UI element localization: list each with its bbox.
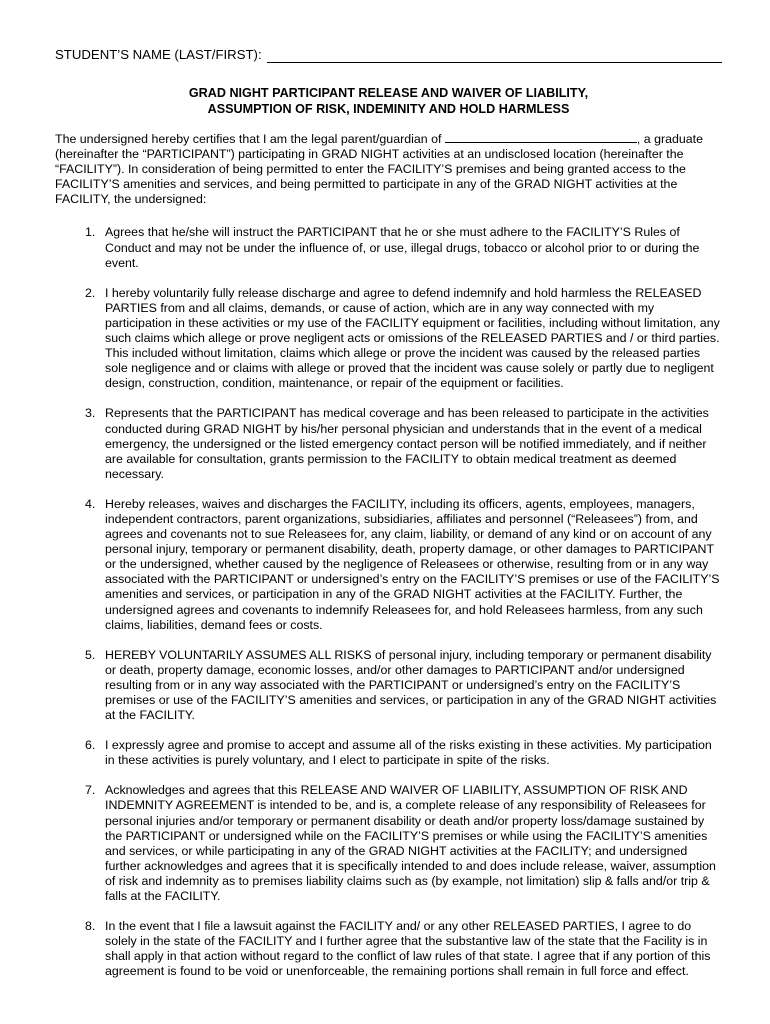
document-title-line-2: ASSUMPTION OF RISK, INDEMINITY AND HOLD HARMLESS	[207, 102, 570, 116]
list-item-number: 4.	[85, 496, 96, 511]
list-item-text: Agrees that he/she will instruct the PARTICIPANT that he or she must adhere to the FACILITY’S Rules of Conduct and may not be under the influence of, or use, illegal drugs, tobacco or alcohol prior to or during the event.	[105, 225, 700, 270]
list-item-number: 8.	[85, 919, 96, 934]
list-item	[55, 497, 722, 633]
intro-text-part-1: The undersigned hereby certifies that I am the legal parent/guardian of	[55, 132, 445, 146]
intro-paragraph	[55, 131, 722, 207]
list-item-number: 1.	[85, 225, 96, 240]
student-name-row	[55, 47, 722, 63]
terms-list	[55, 225, 722, 979]
list-item-text: Acknowledges and agrees that this RELEASE AND WAIVER OF LIABILITY, ASSUMPTION OF RISK AND INDEMNITY AGREEMENT is intended to be, and is, a complete release of any responsibility of Releasees for personal injuries and/or temporary or permanent disability or death and/or property loss/damage sustained by the PARTICIPANT or undersigned while on the FACILITY’S premises or while using the FACILITY’S amenities and services, or while participating in any of the GRAD NIGHT activities at the FACILITY; and undersigned further acknowledges and agrees that it is specifically intended to and does include release, waiver, assumption of risk and indemnity as to premises liability claims such as (by example, not limitation) slip & falls and/or trip & falls at the FACILITY.	[105, 783, 716, 904]
list-item	[55, 406, 722, 481]
list-item-number: 6.	[85, 738, 96, 753]
list-item-text: I expressly agree and promise to accept and assume all of the risks existing in these activities. My participation in these activities is purely voluntary, and I elect to participate in spite of the risks.	[105, 738, 712, 768]
participant-name-blank-line[interactable]	[445, 131, 637, 143]
list-item-number: 2.	[85, 285, 96, 300]
list-item	[55, 648, 722, 723]
document-title-line-1: GRAD NIGHT PARTICIPANT RELEASE AND WAIVER OF LIABILITY,	[188, 86, 589, 100]
student-name-blank-line[interactable]	[267, 49, 722, 63]
list-item-text: HEREBY VOLUNTARILY ASSUMES ALL RISKS of personal injury, including temporary or permanent disability or death, property damage, economic losses, and/or other damages to PARTICIPANT and/or undersigned resulting from or in any way associated with the PARTICIPANT or undersigned’s entry on the FACILITY’S premises or use of the FACILITY’S amenities and services, or participation in any of the GRAD NIGHT activities at the FACILITY.	[105, 647, 717, 723]
list-item-text: Represents that the PARTICIPANT has medical coverage and has been released to participate in the activities conducted during GRAD NIGHT by his/her personal physician and understands that in the event of a medical emergency, the undersigned or the listed emergency contact person will be notified immediately, and if neither are available for consultation, grants permission to the FACILITY to obtain medical treatment as deemed necessary.	[105, 406, 709, 481]
list-item-number: 3.	[85, 406, 96, 421]
list-item	[55, 738, 722, 768]
student-name-label: STUDENT’S NAME (LAST/FIRST):	[55, 47, 262, 62]
list-item-text: In the event that I file a lawsuit against the FACILITY and/ or any other RELEASED PARTIES, I agree to do solely in the state of the FACILITY and I further agree that the substantive law of the state that the Facility is in shall apply in that action without regard to the conflict of law rules of that state. I agree that if any portion of this agreement is found to be void or unenforceable, the remaining portions shall remain in full force and effect.	[105, 919, 711, 979]
list-item	[55, 783, 722, 904]
list-item	[55, 919, 722, 979]
intro-text-part-2: , a graduate (hereinafter the “PARTICIPANT”) participating in GRAD NIGHT activities at an undisclosed location (hereinafter the “FACILITY”). In consideration of being permitted to enter the FACILITY’S premises and being granted access to the FACILITY’S amenities and services, and being permitted to participate in any of the GRAD NIGHT activities at the FACILITY, the undersigned:	[55, 132, 703, 207]
list-item-number: 7.	[85, 783, 96, 798]
list-item-text: I hereby voluntarily fully release discharge and agree to defend indemnify and hold harmless the RELEASED PARTIES from and all claims, demands, or cause of action, which are in any way connected with my participation in these activities or my use of the FACILITY equipment or facilities, including without limitation, any such claims which allege or prove negligent acts or omissions of the RELEASED PARTIES and / or third parties. This included without limitation, claims which allege or prove the incident was caused by the released parties sole negligence and or claims with allege or proved that the incident was cause solely or partly due to negligent design, construction, condition, maintenance, or repair of the equipment or facilities.	[105, 285, 720, 391]
list-item-number: 5.	[85, 647, 96, 662]
list-item-text: Hereby releases, waives and discharges the FACILITY, including its officers, agents, employees, managers, independent contractors, parent organizations, subsidiaries, affiliates and personnel (“Releasees”) from, and agrees and covenants not to sue Releasees for, any claim, liability, or demand of any kind or on account of any personal injury, temporary or permanent disability, death, property damage, or other damages to PARTICIPANT or the undersigned, whether caused by the negligence of Releasees or otherwise, resulting from or in any way associated with the PARTICIPANT or undersigned’s entry on the FACILITY’S premises or use of the FACILITY’S amenities and services, or participation in any of the GRAD NIGHT activities at the FACILITY. Further, the undersigned agrees and covenants to indemnify Releasees for, and hold Releasees harmless, from any such claims, liabilities, demand fees or costs.	[105, 496, 720, 632]
list-item	[55, 225, 722, 270]
list-item	[55, 286, 722, 392]
document-title	[55, 85, 722, 117]
